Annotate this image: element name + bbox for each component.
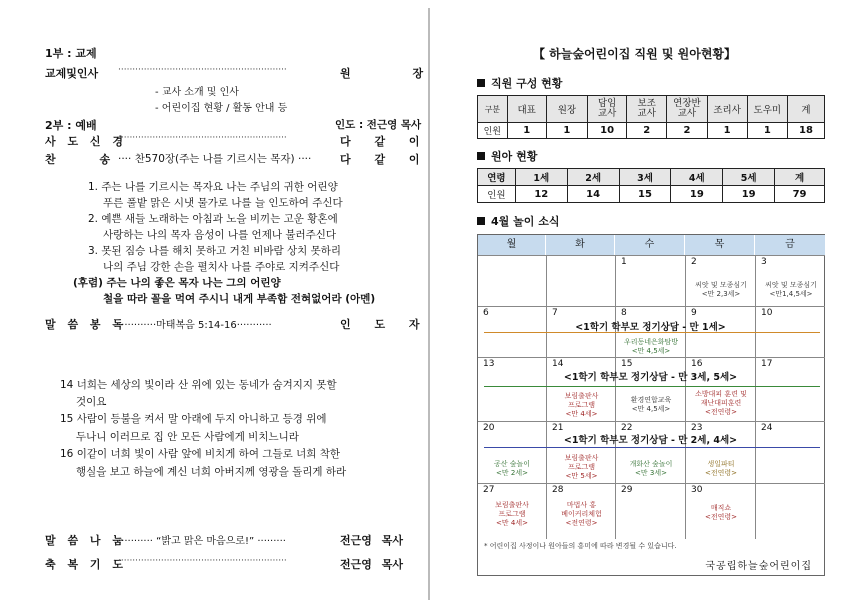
date-number: 9 bbox=[691, 308, 697, 318]
staff-head-cell: 원장 bbox=[546, 96, 587, 123]
date-number: 20 bbox=[483, 423, 495, 433]
kids-head-cell: 1세 bbox=[515, 169, 567, 186]
staff-head-cell: 조리사 bbox=[707, 96, 747, 123]
kids-head-cell: 계 bbox=[775, 169, 825, 186]
event-publisher-program: 보림출판사 프로그램 <만 4세> bbox=[495, 501, 529, 527]
lyric-line: 3. 못된 짐승 나를 해치 못하고 거친 비바람 상치 못하리 bbox=[88, 245, 342, 257]
date-number: 7 bbox=[552, 308, 558, 318]
date-number: 6 bbox=[483, 308, 489, 318]
calendar-note: * 어린이집 사정이나 원아들의 흥미에 따라 변경될 수 있습니다. bbox=[484, 542, 677, 550]
event-bakery-experience: 마법사 홍 베이커리체험 <전연령> bbox=[561, 501, 602, 527]
staff-count: 1 bbox=[707, 123, 747, 139]
sermon-title: ··········· “밝고 맑은 마음으로!” ········· bbox=[118, 536, 286, 547]
date-number: 10 bbox=[761, 308, 773, 318]
creed-label: 사 도 신 경 bbox=[45, 135, 127, 148]
intro-dots: ··························································· bbox=[118, 65, 287, 75]
event-neighborhood-tour: 우리동네은화탐방 <만 4,5세> bbox=[623, 338, 679, 355]
calendar-cell bbox=[615, 421, 685, 483]
square-bullet-icon bbox=[477, 152, 485, 160]
event-publisher-program: 보림출판사 프로그램 <만 5세> bbox=[564, 454, 599, 480]
date-number: 3 bbox=[761, 257, 767, 267]
reading-label: 말 씀 봉 독 bbox=[45, 318, 127, 331]
weekday-header: 목 bbox=[685, 235, 755, 255]
intro-sub2: - 어린이집 현황 / 활동 안내 등 bbox=[155, 103, 288, 114]
date-number: 27 bbox=[483, 485, 495, 495]
part2-heading: 2부 : 예배 bbox=[45, 119, 97, 132]
creed-role: 다 같 이 bbox=[340, 135, 420, 148]
staff-count: 18 bbox=[787, 123, 824, 139]
date-number: 1 bbox=[621, 257, 627, 267]
event-environment-education: 환경연합교육 <만 4,5세> bbox=[630, 396, 672, 413]
verse-line: 두나니 이러므로 집 안 모든 사람에게 비치느니라 bbox=[76, 431, 299, 443]
event-forest-play: 개화산 숲놀이 <만 3세> bbox=[629, 460, 673, 477]
verse-line: 14 너희는 세상의 빛이라 산 위에 있는 동네가 숨겨지지 못할 bbox=[60, 379, 337, 391]
lyric-line: 나의 주님 강한 손을 펼치사 나를 주야로 지켜주신다 bbox=[103, 261, 340, 273]
calendar-cell bbox=[615, 255, 685, 306]
prayer-label: 축 복 기 도 bbox=[45, 558, 127, 571]
sermon-role: 전근영 목사 bbox=[340, 534, 403, 547]
date-number: 15 bbox=[621, 359, 633, 369]
calendar-cell bbox=[478, 255, 546, 306]
sermon-label: 말 씀 나 눔 bbox=[45, 534, 127, 547]
square-bullet-icon bbox=[477, 79, 485, 87]
page-title: 【 하늘숲어린이집 직원 및 원아현황】 bbox=[533, 47, 737, 61]
calendar-cell bbox=[755, 421, 825, 483]
calendar-cell bbox=[755, 483, 825, 539]
date-number: 2 bbox=[691, 257, 697, 267]
verse-line: 16 이같이 너희 빛이 사람 앞에 비치게 하여 그들로 너희 착한 bbox=[60, 448, 341, 460]
date-number: 30 bbox=[691, 485, 703, 495]
hymn-label: 찬 송 bbox=[45, 153, 111, 166]
date-number: 23 bbox=[691, 423, 703, 433]
intro-sub1: - 교사 소개 및 인사 bbox=[155, 87, 239, 98]
kids-count: 14 bbox=[567, 186, 619, 203]
event-birthday-party: 생일파티 <전연령> bbox=[704, 460, 738, 477]
lyric-line: 사랑하는 나의 목자 음성이 나를 언제나 불러주신다 bbox=[103, 229, 337, 241]
staff-head-cell: 대표 bbox=[507, 96, 546, 123]
weekday-header: 화 bbox=[546, 235, 615, 255]
kids-head-cell: 2세 bbox=[567, 169, 619, 186]
staff-head-cell: 계 bbox=[787, 96, 824, 123]
staff-head-cell: 담임 교사 bbox=[588, 96, 627, 123]
staff-heading bbox=[477, 75, 562, 91]
date-number: 13 bbox=[483, 359, 495, 369]
date-number: 8 bbox=[621, 308, 627, 318]
intro-role: 원 장 bbox=[340, 67, 428, 80]
creed-dots: ··························································· bbox=[118, 133, 287, 143]
date-number: 28 bbox=[552, 485, 564, 495]
staff-head-cell: 보조 교사 bbox=[627, 96, 667, 123]
calendar-cell bbox=[755, 255, 825, 306]
calendar-cell bbox=[615, 357, 685, 421]
kids-row-label: 인원 bbox=[478, 186, 516, 203]
event-seed-planting: 씨앗 및 모종심기 <만1,4,5세> bbox=[765, 281, 817, 298]
green-range-arrow bbox=[484, 386, 820, 387]
hymn-role: 다 같 이 bbox=[340, 153, 420, 166]
page-divider bbox=[428, 8, 430, 600]
calendar-heading bbox=[477, 213, 559, 229]
reading-role: 인 도 자 bbox=[340, 318, 420, 331]
date-number: 16 bbox=[691, 359, 703, 369]
calendar-cell bbox=[685, 357, 755, 421]
kids-head-cell: 5세 bbox=[723, 169, 775, 186]
prayer-dots: ··························································· bbox=[118, 556, 287, 566]
part1-heading: 1부 : 교제 bbox=[45, 47, 97, 60]
event-seed-planting: 씨앗 및 모종심기 <만 2,3세> bbox=[695, 281, 747, 298]
date-number: 17 bbox=[761, 359, 773, 369]
consultation-bar-week4: <1학기 학부모 정기상담 - 만 2세, 4세> bbox=[563, 435, 738, 446]
calendar-cell bbox=[685, 255, 755, 306]
staff-head-cell: 도우미 bbox=[747, 96, 787, 123]
date-number: 21 bbox=[552, 423, 564, 433]
lyric-line: 2. 예쁜 새들 노래하는 아침과 노을 비끼는 고운 황혼에 bbox=[88, 213, 338, 225]
calendar-cell bbox=[685, 421, 755, 483]
event-magic-show: 매직쇼 <전연령> bbox=[704, 504, 738, 521]
staff-row-label: 인원 bbox=[478, 123, 508, 139]
kids-head-cell: 3세 bbox=[619, 169, 671, 186]
calendar-cell bbox=[546, 255, 615, 306]
calendar-cell bbox=[546, 483, 615, 539]
staff-head-cell: 연장반 교사 bbox=[667, 96, 707, 123]
april-calendar bbox=[477, 234, 825, 576]
staff-count: 2 bbox=[667, 123, 707, 139]
square-bullet-icon bbox=[477, 217, 485, 225]
date-number: 22 bbox=[621, 423, 633, 433]
reading-text: ············마태복음 5:14-16··········· bbox=[118, 320, 272, 331]
calendar-cell bbox=[478, 421, 546, 483]
calendar-cell bbox=[478, 357, 546, 421]
weekday-header: 수 bbox=[615, 235, 685, 255]
event-publisher-program: 보림출판사 프로그램 <만 4세> bbox=[564, 392, 599, 418]
staff-count: 1 bbox=[507, 123, 546, 139]
chorus-line: (후렴) 주는 나의 좋은 목자 나는 그의 어린양 bbox=[73, 277, 281, 289]
kids-head-cell: 연령 bbox=[478, 169, 516, 186]
weekday-header: 금 bbox=[755, 235, 825, 255]
calendar-cell bbox=[546, 357, 615, 421]
hymn-title: ···· 찬570장(주는 나를 기르시는 목자) ···· bbox=[118, 153, 312, 165]
kids-head-cell: 4세 bbox=[671, 169, 723, 186]
kids-count: 79 bbox=[775, 186, 825, 203]
calendar-cell bbox=[546, 421, 615, 483]
staff-count: 1 bbox=[546, 123, 587, 139]
blue-range-arrow bbox=[484, 447, 820, 448]
date-number: 14 bbox=[552, 359, 564, 369]
staff-count: 10 bbox=[588, 123, 627, 139]
calendar-cell bbox=[755, 357, 825, 421]
staff-count: 2 bbox=[627, 123, 667, 139]
event-forest-play: 공산 숲놀이 <만 2세> bbox=[493, 460, 531, 477]
kids-table bbox=[477, 168, 825, 203]
kids-count: 19 bbox=[723, 186, 775, 203]
kids-count: 19 bbox=[671, 186, 723, 203]
kids-count: 15 bbox=[619, 186, 671, 203]
weekday-header: 월 bbox=[478, 235, 546, 255]
calendar-heading-text: 4월 놀이 소식 bbox=[491, 215, 560, 228]
calendar-cell bbox=[615, 483, 685, 539]
staff-heading-text: 직원 구성 현황 bbox=[491, 77, 563, 90]
intro-label: 교제및인사 bbox=[45, 67, 99, 80]
verse-line: 15 사람이 등불을 켜서 말 아래에 두지 아니하고 등경 위에 bbox=[60, 413, 327, 425]
lyric-line: 푸른 풀밭 맑은 시냇 물가로 나를 늘 인도하여 주신다 bbox=[103, 197, 343, 209]
daycare-footer: 국공립하늘숲어린이집 bbox=[705, 561, 812, 572]
verse-line: 행실을 보고 하늘에 계신 너희 아버지께 영광을 돌리게 하라 bbox=[76, 466, 347, 478]
orange-range-arrow bbox=[484, 332, 820, 333]
staff-count: 1 bbox=[747, 123, 787, 139]
worship-leader: 인도 : 전근영 목사 bbox=[335, 119, 422, 131]
kids-count: 12 bbox=[515, 186, 567, 203]
consultation-bar-week3: <1학기 학부모 정기상담 - 만 3세, 5세> bbox=[563, 372, 738, 383]
staff-head-cell: 구분 bbox=[478, 96, 508, 123]
prayer-role: 전근영 목사 bbox=[340, 558, 403, 571]
kids-heading bbox=[477, 148, 537, 164]
chorus-line: 철을 따라 꼴을 먹여 주시니 내게 부족함 전혀없어라 (아멘) bbox=[103, 293, 376, 305]
event-fire-drill: 소방대피 훈련 및 재난대피훈련 <전연령> bbox=[695, 390, 747, 416]
date-number: 29 bbox=[621, 485, 633, 495]
staff-table bbox=[477, 95, 825, 139]
calendar-cell bbox=[478, 483, 546, 539]
date-number: 24 bbox=[761, 423, 773, 433]
lyric-line: 1. 주는 나를 기르시는 목자요 나는 주님의 귀한 어린양 bbox=[88, 181, 338, 193]
kids-heading-text: 원아 현황 bbox=[491, 150, 538, 163]
consultation-bar-week2: <1학기 학부모 정기상담 - 만 1세> bbox=[575, 322, 726, 333]
verse-line: 것이요 bbox=[76, 396, 107, 408]
calendar-cell bbox=[685, 483, 755, 539]
